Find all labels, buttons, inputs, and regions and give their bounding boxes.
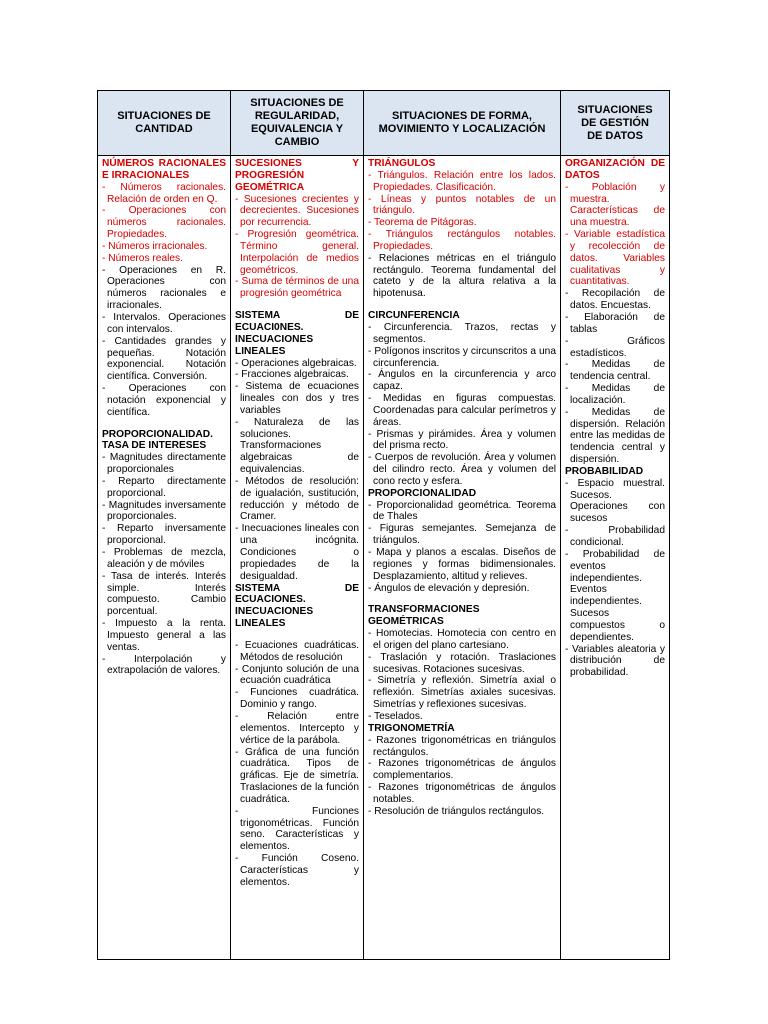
topic-item: - Gráficos estadísticos. (565, 335, 665, 359)
header-row (98, 91, 670, 156)
spacer (368, 300, 556, 310)
section-heading: TRIÁNGULOS (368, 158, 436, 169)
topic-item: - Funciones cuadrática. Dominio y rango. (235, 687, 359, 711)
spacer (368, 594, 556, 604)
topic-item: - Magnitudes directamente proporcionales (102, 452, 226, 476)
topic-item: - Reparto inversamente proporcional. (102, 523, 226, 547)
topic-item: - Resolución de triángulos rectángulos. (368, 805, 545, 817)
topic-item: - Polígonos inscritos y circunscritos a una circunferencia. (368, 345, 556, 369)
topic-item: - Progresión geométrica. Término general. Interpolación de medios geométricos. (235, 229, 359, 276)
topic-item: - Líneas y puntos notables de un triángulo. (368, 193, 556, 217)
topic-item: - Intervalos. Operaciones con intervalos. (102, 311, 226, 335)
spacer (235, 630, 359, 640)
topic-item: - Recopilación de datos. Encuestas. (565, 288, 665, 312)
topic-item: - Triángulos. Relación entre los lados. Propiedades. Clasificación. (368, 169, 556, 193)
topic-item: - Probabilidad condicional. (565, 525, 665, 548)
topic-item: - Prismas y pirámides. Área y volumen del prisma recto. (368, 428, 556, 452)
topic-item: - Teselados. (368, 710, 423, 722)
topic-item: - Sistema de ecuaciones lineales con dos y tres variables (235, 381, 359, 416)
topic-item: - Homotecias. Homotecia con centro en el origen del plano cartesiano. (368, 628, 556, 651)
topic-item: - Tasa de interés. Interés simple. Interés compuesto. Cambio porcentual. (102, 570, 226, 618)
column-gestion-datos (561, 156, 670, 960)
topic-item: - Razones trigonométricas en triángulos rectángulos. (368, 734, 556, 758)
topic-item: - Operaciones con notación exponencial y científica. (102, 383, 226, 418)
topic-item: - Traslación y rotación. Traslaciones sucesivas. Rotaciones sucesivas. (368, 651, 556, 675)
topic-item: - Números reales. (102, 252, 183, 264)
spacer (102, 419, 226, 429)
topic-item: - Mapa y planos a escalas. Diseños de regiones y formas bidimensionales. Desplazamiento, altitud y relieves. (368, 547, 556, 582)
topic-item: - Variables aleatoria y distribución de probabilidad. (565, 643, 665, 679)
topic-item: - Suma de términos de una progresión geométrica (235, 276, 359, 300)
topic-item: - Ángulos en la circunferencia y arco capaz. (368, 369, 556, 393)
topic-item: - Números racionales. Relación de orden en Q. (102, 181, 226, 205)
topic-item: - Medidas en figuras compuestas. Coordenadas para calcular perímetros y áreas. (368, 393, 556, 428)
topic-item: - Impuesto a la renta. Impuesto general a las ventas. (102, 618, 226, 653)
topic-item: - Relación entre elementos. Intercepto y vértice de la parábola. (235, 710, 359, 746)
topic-item: - Sucesiones crecientes y decrecientes. Sucesiones por recurrencia. (235, 193, 359, 229)
header-gestion-datos: SITUACIONES DE GESTIÓN DE DATOS (561, 91, 670, 156)
column-forma (364, 156, 561, 960)
topic-item: - Funciones trigonométricas. Función seno. Características y elementos. (235, 805, 359, 853)
column-cantidad (98, 156, 231, 960)
topic-item: - Ángulos de elevación y depresión. (368, 582, 530, 594)
topic-item: - Elaboración de tablas (565, 311, 665, 335)
section-heading: TRANSFORMACIONES GEOMÉTRICAS (368, 604, 480, 628)
topic-item: - Ecuaciones cuadráticas. Métodos de resolución (235, 639, 359, 663)
topic-item: - Probabilidad de eventos independientes. Eventos independientes. Sucesos compuestos o dependientes. (565, 548, 665, 643)
topic-item: - Razones trigonométricas de ángulos notables. (368, 782, 556, 805)
header-forma: SITUACIONES DE FORMA, MOVIMIENTO Y LOCALIZACIÓN (364, 91, 561, 156)
topic-item: - Función Coseno. Características y elementos. (235, 853, 359, 888)
section-heading: SISTEMA DE ECUACI0NES. INECUACIONES LINEALES (235, 310, 359, 357)
section-heading: NÚMEROS RACIONALES E IRRACIONALES (102, 158, 226, 181)
topic-item: - Fracciones algebraicas. (235, 369, 349, 381)
section-heading: PROBABILIDAD (565, 465, 644, 477)
topic-item: - Cantidades grandes y pequeñas. Notación exponencial. Notación científica. Conversión. (102, 335, 226, 383)
topic-item: - Medidas de dispersión. Relación entre las medidas de tendencia central y dispersión. (565, 406, 665, 466)
topic-item: - Variable estadística y recolección de datos. Variables cualitativas y cuantitativas. (565, 229, 665, 288)
topic-item: - Medidas de localización. (565, 383, 665, 406)
curriculum-table (97, 90, 670, 960)
content-row (98, 156, 670, 960)
topic-item: - Naturaleza de las soluciones. Transformaciones algebraicas de equivalencias. (235, 416, 359, 476)
topic-item: - Problemas de mezcla, aleación y de móviles (102, 547, 226, 570)
topic-item: - Magnitudes inversamente proporcionales. (102, 499, 226, 523)
topic-item: - Teorema de Pitágoras. (368, 217, 477, 229)
topic-item: - Proporcionalidad geométrica. Teorema de Thales (368, 499, 556, 523)
topic-item: - Operaciones con números racionales. Propiedades. (102, 205, 226, 241)
topic-item: - Espacio muestral. Sucesos. Operaciones con sucesos (565, 477, 665, 525)
topic-item: - Interpolación y extrapolación de valores. (102, 653, 226, 677)
column-regularidad (231, 156, 364, 960)
topic-item: - Números irracionales. (102, 240, 208, 252)
topic-item: - Medidas de tendencia central. (565, 359, 665, 383)
spacer (235, 300, 359, 310)
topic-item: - Circunferencia. Trazos, rectas y segmentos. (368, 321, 556, 345)
section-heading: ORGANIZACIÓN DE DATOS (565, 158, 665, 181)
topic-item: - Figuras semejantes. Semejanza de triángulos. (368, 523, 556, 547)
topic-item: - Métodos de resolución: de igualación, sustitución, reducción y método de Cramer. (235, 475, 359, 523)
topic-item: - Razones trigonométricas de ángulos complementarios. (368, 758, 556, 782)
topic-item: - Reparto directamente proporcional. (102, 475, 226, 499)
topic-item: - Operaciones en R. Operaciones con números racionales e irracionales. (102, 264, 226, 312)
topic-item: - Operaciones algebraicas. (235, 357, 357, 369)
section-heading: PROPORCIONALIDAD. TASA DE INTERESES (102, 428, 213, 452)
section-heading: CIRCUNFERENCIA (368, 310, 460, 322)
section-heading: SUCESIONES Y PROGRESIÓN GEOMÉTRICA (235, 158, 359, 193)
topic-item: - Gráfica de una función cuadrática. Tipos de gráficas. Eje de simetría. Traslaciones de la función cuadrática. (235, 746, 359, 805)
header-regularidad: SITUACIONES DE REGULARIDAD, EQUIVALENCIA Y CAMBIO (231, 91, 364, 156)
section-heading: SISTEMA DE ECUACIONES. INECUACIONES LINEALES (235, 582, 359, 630)
section-heading: PROPORCIONALIDAD (368, 487, 477, 499)
topic-item: - Conjunto solución de una ecuación cuadrática (235, 663, 359, 687)
topic-item: - Población y muestra. Características de una muestra. (565, 181, 665, 229)
section-heading: TRIGONOMETRÍA (368, 722, 455, 734)
topic-item: - Inecuaciones lineales con una incógnita. Condiciones o propiedades de la desigualdad. (235, 523, 359, 582)
topic-item: - Relaciones métricas en el triángulo rectángulo. Teorema fundamental del cateto y de la altura relativa a la hipotenusa. (368, 252, 556, 300)
topic-item: - Simetría y reflexión. Simetría axial o reflexión. Simetrías axiales sucesivas. Simetrías y reflexiones sucesivas. (368, 675, 556, 711)
header-cantidad: SITUACIONES DE CANTIDAD (98, 91, 231, 156)
topic-item: - Cuerpos de revolución. Área y volumen del cilindro recto. Área y volumen del cono recto y esfera. (368, 452, 556, 487)
topic-item: - Triángulos rectángulos notables. Propiedades. (368, 229, 556, 252)
